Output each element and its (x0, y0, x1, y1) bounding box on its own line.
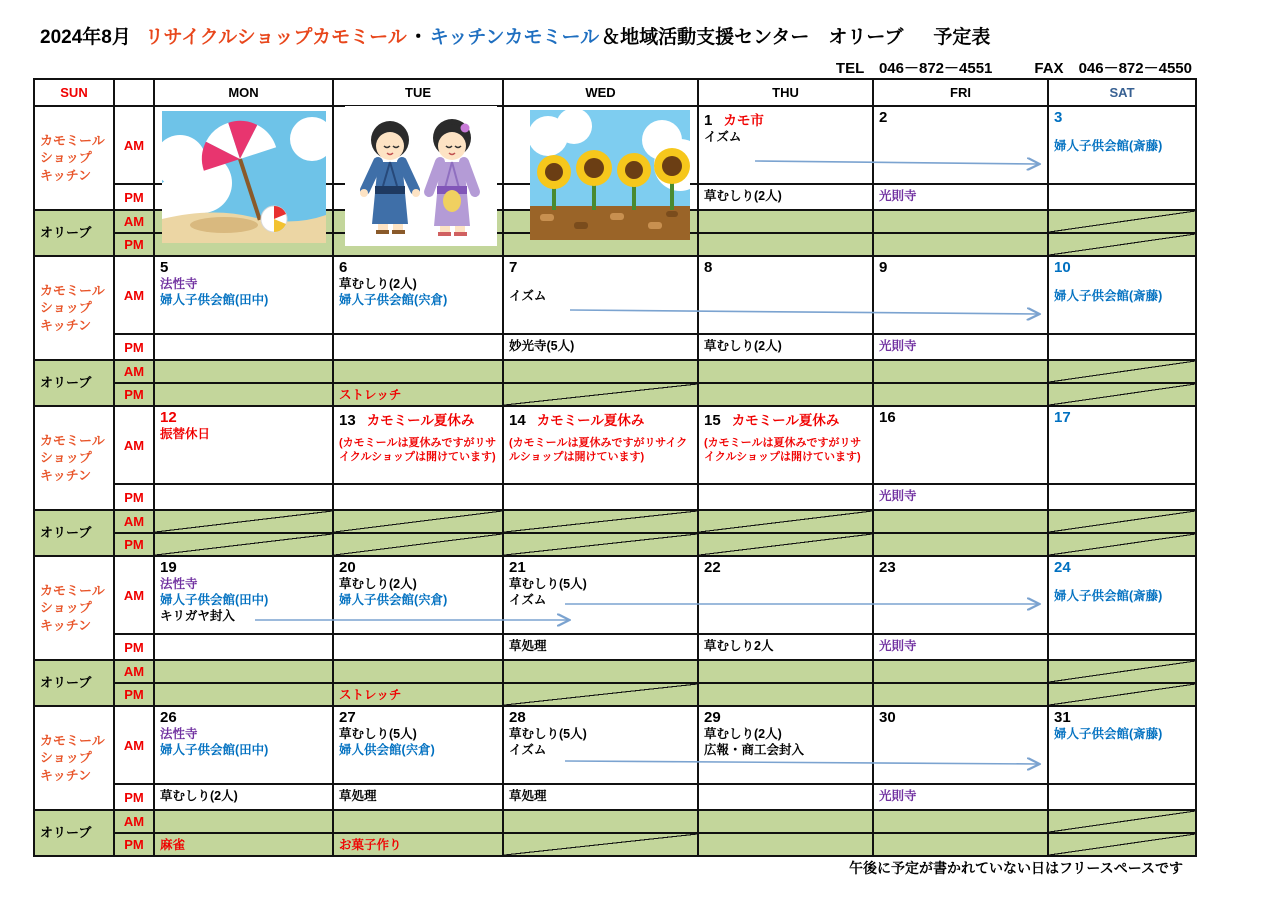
beach-umbrella-illustration (162, 111, 326, 243)
ampm-label: PM (114, 683, 154, 706)
day-header (155, 407, 332, 426)
schedule-entry: 光則寺 (879, 189, 917, 203)
day-cell (698, 383, 873, 406)
day-header (1049, 557, 1195, 576)
day-cell (698, 660, 873, 683)
day-cell (698, 360, 873, 383)
schedule-entry: 光則寺 (879, 339, 917, 353)
day-cell (154, 334, 333, 360)
yukata-children-illustration (345, 106, 497, 246)
schedule-entry: 草むしり(2人) (339, 277, 417, 291)
day-number: 7 (509, 259, 518, 276)
day-cell (333, 360, 503, 383)
schedule-entry: 草むしり(2人) (704, 339, 782, 353)
day-cell (503, 484, 698, 510)
group-label-kamomiru: カモミール ショップ キッチン (34, 406, 114, 510)
schedule-entry: 婦人子供会館(田中) (160, 293, 269, 307)
day-number: 19 (160, 559, 177, 576)
schedule-entry: 草むしり(5人) (509, 577, 587, 591)
day-cell (873, 334, 1048, 360)
kamomiru-pm-row (34, 784, 1196, 810)
ampm-label: AM (114, 706, 154, 784)
schedule-entry: 婦人子供会館(宍倉) (339, 293, 448, 307)
day-header (334, 407, 502, 429)
day-cell (698, 533, 873, 556)
schedule-entry: イズム (509, 743, 547, 757)
day-cell (698, 810, 873, 833)
day-cell (1048, 210, 1196, 233)
day-header (155, 257, 332, 276)
ampm-label: AM (114, 810, 154, 833)
schedule-entry: 振替休日 (160, 427, 211, 441)
day-header (1049, 257, 1195, 276)
group-label-kamomiru: カモミール ショップ キッチン (34, 256, 114, 360)
ampm-label: PM (114, 383, 154, 406)
day-cell (333, 706, 503, 784)
schedule-entry: 草むしり2人 (704, 639, 774, 653)
schedule-entry: 婦人子供会館(斎藤) (1054, 289, 1163, 303)
day-event-title: カモミール夏休み (731, 413, 840, 428)
olive-pm-row (34, 833, 1196, 856)
schedule-entry: 婦人子供会館(斎藤) (1054, 589, 1163, 603)
day-header (699, 107, 872, 129)
day-cell (1048, 334, 1196, 360)
day-number: 22 (704, 559, 721, 576)
day-cell (873, 706, 1048, 784)
day-number: 31 (1054, 709, 1071, 726)
day-cell (1048, 383, 1196, 406)
schedule-entry: 光則寺 (879, 489, 917, 503)
group-label-kamomiru: カモミール ショップ キッチン (34, 556, 114, 660)
ampm-label: PM (114, 833, 154, 856)
schedule-entry: 法性寺 (160, 577, 198, 591)
day-cell (154, 360, 333, 383)
title-suffix: 予定表 (933, 27, 991, 48)
day-cell (1048, 406, 1196, 484)
day-cell (698, 683, 873, 706)
day-cell (873, 233, 1048, 256)
day-cell (503, 784, 698, 810)
day-number: 2 (879, 109, 888, 126)
day-cell (873, 533, 1048, 556)
header-mon: MON (154, 79, 333, 106)
schedule-entry: イズム (509, 289, 547, 303)
day-header (155, 557, 332, 576)
ampm-label: AM (114, 510, 154, 533)
header-fri: FRI (873, 79, 1048, 106)
day-number: 15 (704, 412, 721, 429)
day-cell (873, 484, 1048, 510)
day-cell (698, 484, 873, 510)
ampm-label: PM (114, 334, 154, 360)
schedule-entry: 婦人子供会館(田中) (160, 593, 269, 607)
day-cell (333, 784, 503, 810)
day-cell (1048, 810, 1196, 833)
day-cell (873, 683, 1048, 706)
day-header (1049, 107, 1195, 126)
day-cell (1048, 233, 1196, 256)
day-event-title: カモミール夏休み (536, 413, 645, 428)
day-cell (1048, 510, 1196, 533)
day-cell (154, 256, 333, 334)
day-header (699, 257, 872, 276)
ampm-label: AM (114, 106, 154, 184)
schedule-entry: 麻雀 (160, 838, 186, 852)
title-center: ＆地域活動支援センター オリーブ (601, 27, 904, 48)
schedule-entry: 婦人子供会館(斎藤) (1054, 727, 1163, 741)
day-cell (503, 383, 698, 406)
schedule-entry: 婦人供会館(宍倉) (339, 743, 435, 757)
schedule-entry: (カモミールは夏休みですがリサイクルショップは開けています) (339, 437, 497, 463)
schedule-entry: 婦人子供会館(田中) (160, 743, 269, 757)
schedule-entry: 草むしり(2人) (704, 189, 782, 203)
day-cell (333, 383, 503, 406)
day-cell (1048, 484, 1196, 510)
olive-am-row (34, 360, 1196, 383)
schedule-entry: 婦人子供会館(斎藤) (1054, 139, 1163, 153)
day-number: 27 (339, 709, 356, 726)
day-header (155, 707, 332, 726)
day-cell (873, 634, 1048, 660)
day-cell (698, 634, 873, 660)
schedule-entry: 広報・商工会封入 (704, 743, 805, 757)
day-cell (698, 184, 873, 210)
schedule-entry: 草むしり(2人) (704, 727, 782, 741)
day-cell (503, 533, 698, 556)
day-cell (1048, 683, 1196, 706)
title-month: 2024年8月 (40, 27, 131, 48)
schedule-entry: 法性寺 (160, 277, 198, 291)
day-cell (154, 784, 333, 810)
day-cell (333, 683, 503, 706)
day-cell (698, 233, 873, 256)
day-header (334, 707, 502, 726)
day-cell (154, 510, 333, 533)
olive-am-row (34, 810, 1196, 833)
sunflowers-illustration (530, 110, 690, 240)
day-cell (503, 683, 698, 706)
day-cell (698, 833, 873, 856)
day-cell (333, 533, 503, 556)
day-number: 17 (1054, 409, 1071, 426)
day-cell (698, 256, 873, 334)
day-cell (873, 660, 1048, 683)
day-cell (154, 556, 333, 634)
day-cell (503, 556, 698, 634)
day-cell (503, 256, 698, 334)
title-dot: ・ (408, 27, 428, 48)
day-header (699, 407, 872, 429)
day-cell (873, 106, 1048, 184)
day-cell (873, 210, 1048, 233)
day-cell (154, 683, 333, 706)
day-cell (698, 556, 873, 634)
olive-am-row (34, 660, 1196, 683)
day-cell (698, 334, 873, 360)
day-number: 3 (1054, 109, 1063, 126)
day-cell (873, 556, 1048, 634)
day-cell (333, 484, 503, 510)
day-number: 5 (160, 259, 169, 276)
day-number: 29 (704, 709, 721, 726)
kamomiru-pm-row (34, 334, 1196, 360)
header-blank (114, 79, 154, 106)
day-header (874, 257, 1047, 276)
day-cell (873, 184, 1048, 210)
olive-pm-row (34, 383, 1196, 406)
header-wed: WED (503, 79, 698, 106)
olive-pm-row (34, 683, 1196, 706)
day-header (504, 557, 697, 576)
day-number: 9 (879, 259, 888, 276)
day-cell (698, 210, 873, 233)
day-number: 24 (1054, 559, 1071, 576)
day-number: 13 (339, 412, 356, 429)
title-kitchen: キッチンカモミール (429, 27, 600, 48)
day-number: 26 (160, 709, 177, 726)
day-cell (154, 533, 333, 556)
day-header (334, 557, 502, 576)
ampm-label: PM (114, 233, 154, 256)
day-cell (1048, 184, 1196, 210)
schedule-entry: 光則寺 (879, 789, 917, 803)
kamomiru-pm-row (34, 634, 1196, 660)
group-label-olive: オリーブ (34, 510, 114, 556)
ampm-label: AM (114, 406, 154, 484)
schedule-entry: 草むしり(2人) (339, 577, 417, 591)
day-cell (503, 360, 698, 383)
group-label-olive: オリーブ (34, 660, 114, 706)
group-label-kamomiru: カモミール ショップ キッチン (34, 106, 114, 210)
day-cell (333, 556, 503, 634)
day-header (504, 257, 697, 276)
day-cell (698, 706, 873, 784)
schedule-entry: ストレッチ (339, 688, 402, 702)
day-cell (1048, 660, 1196, 683)
day-cell (154, 833, 333, 856)
day-number: 16 (879, 409, 896, 426)
day-header (699, 707, 872, 726)
day-cell (1048, 784, 1196, 810)
day-header (874, 107, 1047, 126)
group-label-kamomiru: カモミール ショップ キッチン (34, 706, 114, 810)
day-number: 8 (704, 259, 713, 276)
schedule-entry: 草処理 (339, 789, 377, 803)
weekday-header-row (34, 79, 1196, 106)
day-number: 12 (160, 409, 177, 426)
day-cell (873, 784, 1048, 810)
day-number: 23 (879, 559, 896, 576)
day-cell (503, 334, 698, 360)
day-cell (333, 833, 503, 856)
day-number: 10 (1054, 259, 1071, 276)
day-cell (333, 334, 503, 360)
group-label-olive: オリーブ (34, 810, 114, 856)
schedule-entry: 婦人子供会館(宍倉) (339, 593, 448, 607)
day-cell (1048, 533, 1196, 556)
day-number: 1 (704, 112, 713, 129)
schedule-entry: 妙光寺(5人) (509, 339, 575, 353)
schedule-entry: 草処理 (509, 789, 547, 803)
day-cell (333, 810, 503, 833)
day-cell (154, 383, 333, 406)
kamomiru-pm-row (34, 484, 1196, 510)
day-number: 21 (509, 559, 526, 576)
day-cell (333, 256, 503, 334)
day-cell (1048, 706, 1196, 784)
ampm-label: PM (114, 784, 154, 810)
day-cell (503, 833, 698, 856)
day-cell (503, 810, 698, 833)
ampm-label: PM (114, 184, 154, 210)
schedule-entry: (カモミールは夏休みですがリサイクルショップは開けています) (704, 437, 862, 463)
day-cell (698, 406, 873, 484)
ampm-label: AM (114, 210, 154, 233)
title-recycle-shop: リサイクルショップカモミール (144, 27, 407, 48)
olive-pm-row (34, 533, 1196, 556)
schedule-entry: キリガヤ封入 (160, 609, 235, 623)
day-number: 30 (879, 709, 896, 726)
header-sun: SUN (34, 79, 114, 106)
day-header (504, 407, 697, 429)
group-label-olive: オリーブ (34, 210, 114, 256)
day-cell (503, 634, 698, 660)
day-cell (154, 406, 333, 484)
day-cell (873, 510, 1048, 533)
kamomiru-am-row (34, 556, 1196, 634)
day-header (504, 707, 697, 726)
schedule-entry: イズム (509, 593, 547, 607)
day-cell (503, 660, 698, 683)
kamomiru-am-row (34, 706, 1196, 784)
day-header (699, 557, 872, 576)
schedule-entry: 草むしり(5人) (339, 727, 417, 741)
day-number: 28 (509, 709, 526, 726)
day-number: 20 (339, 559, 356, 576)
schedule-entry: 草処理 (509, 639, 547, 653)
ampm-label: AM (114, 256, 154, 334)
day-cell (698, 106, 873, 184)
day-cell (873, 256, 1048, 334)
kamomiru-am-row (34, 406, 1196, 484)
page-title (40, 22, 992, 49)
olive-am-row (34, 510, 1196, 533)
day-cell (873, 360, 1048, 383)
day-cell (333, 406, 503, 484)
day-cell (1048, 634, 1196, 660)
day-cell (873, 383, 1048, 406)
day-cell (698, 784, 873, 810)
day-header (874, 407, 1047, 426)
day-cell (1048, 556, 1196, 634)
day-header (1049, 707, 1195, 726)
day-cell (1048, 833, 1196, 856)
day-event-title: カモミール夏休み (366, 413, 475, 428)
day-cell (503, 510, 698, 533)
day-cell (503, 706, 698, 784)
fax-number: FAX 046－872－4550 (1034, 60, 1192, 77)
schedule-entry: 草むしり(2人) (160, 789, 238, 803)
ampm-label: AM (114, 360, 154, 383)
schedule-entry: お菓子作り (339, 838, 402, 852)
ampm-label: AM (114, 556, 154, 634)
day-header (334, 257, 502, 276)
day-cell (873, 833, 1048, 856)
schedule-entry: ストレッチ (339, 388, 402, 402)
schedule-entry: 光則寺 (879, 639, 917, 653)
day-cell (154, 706, 333, 784)
day-cell (333, 660, 503, 683)
day-cell (1048, 106, 1196, 184)
day-cell (873, 406, 1048, 484)
day-cell (154, 660, 333, 683)
day-header (874, 557, 1047, 576)
day-cell (333, 634, 503, 660)
kamomiru-am-row (34, 256, 1196, 334)
day-cell (1048, 256, 1196, 334)
ampm-label: AM (114, 660, 154, 683)
schedule-entry: 法性寺 (160, 727, 198, 741)
schedule-entry: イズム (704, 130, 742, 144)
day-cell (503, 406, 698, 484)
ampm-label: PM (114, 484, 154, 510)
day-cell (154, 810, 333, 833)
tel-number: TEL 046－872－4551 (835, 60, 993, 77)
header-tue: TUE (333, 79, 503, 106)
schedule-entry: (カモミールは夏休みですがリサイクルショップは開けています) (509, 437, 688, 463)
ampm-label: PM (114, 634, 154, 660)
contact-line (0, 57, 1192, 78)
day-number: 14 (509, 412, 526, 429)
day-cell (698, 510, 873, 533)
day-event-title: カモ市 (723, 113, 764, 128)
footer-note: 午後に予定が書かれていない日はフリースペースです (848, 860, 1183, 876)
ampm-label: PM (114, 533, 154, 556)
day-header (1049, 407, 1195, 426)
header-thu: THU (698, 79, 873, 106)
schedule-entry: 草むしり(5人) (509, 727, 587, 741)
day-number: 6 (339, 259, 348, 276)
day-cell (154, 484, 333, 510)
day-cell (154, 634, 333, 660)
day-cell (333, 510, 503, 533)
header-sat: SAT (1048, 79, 1196, 106)
day-cell (1048, 360, 1196, 383)
day-cell (873, 810, 1048, 833)
group-label-olive: オリーブ (34, 360, 114, 406)
day-header (874, 707, 1047, 726)
